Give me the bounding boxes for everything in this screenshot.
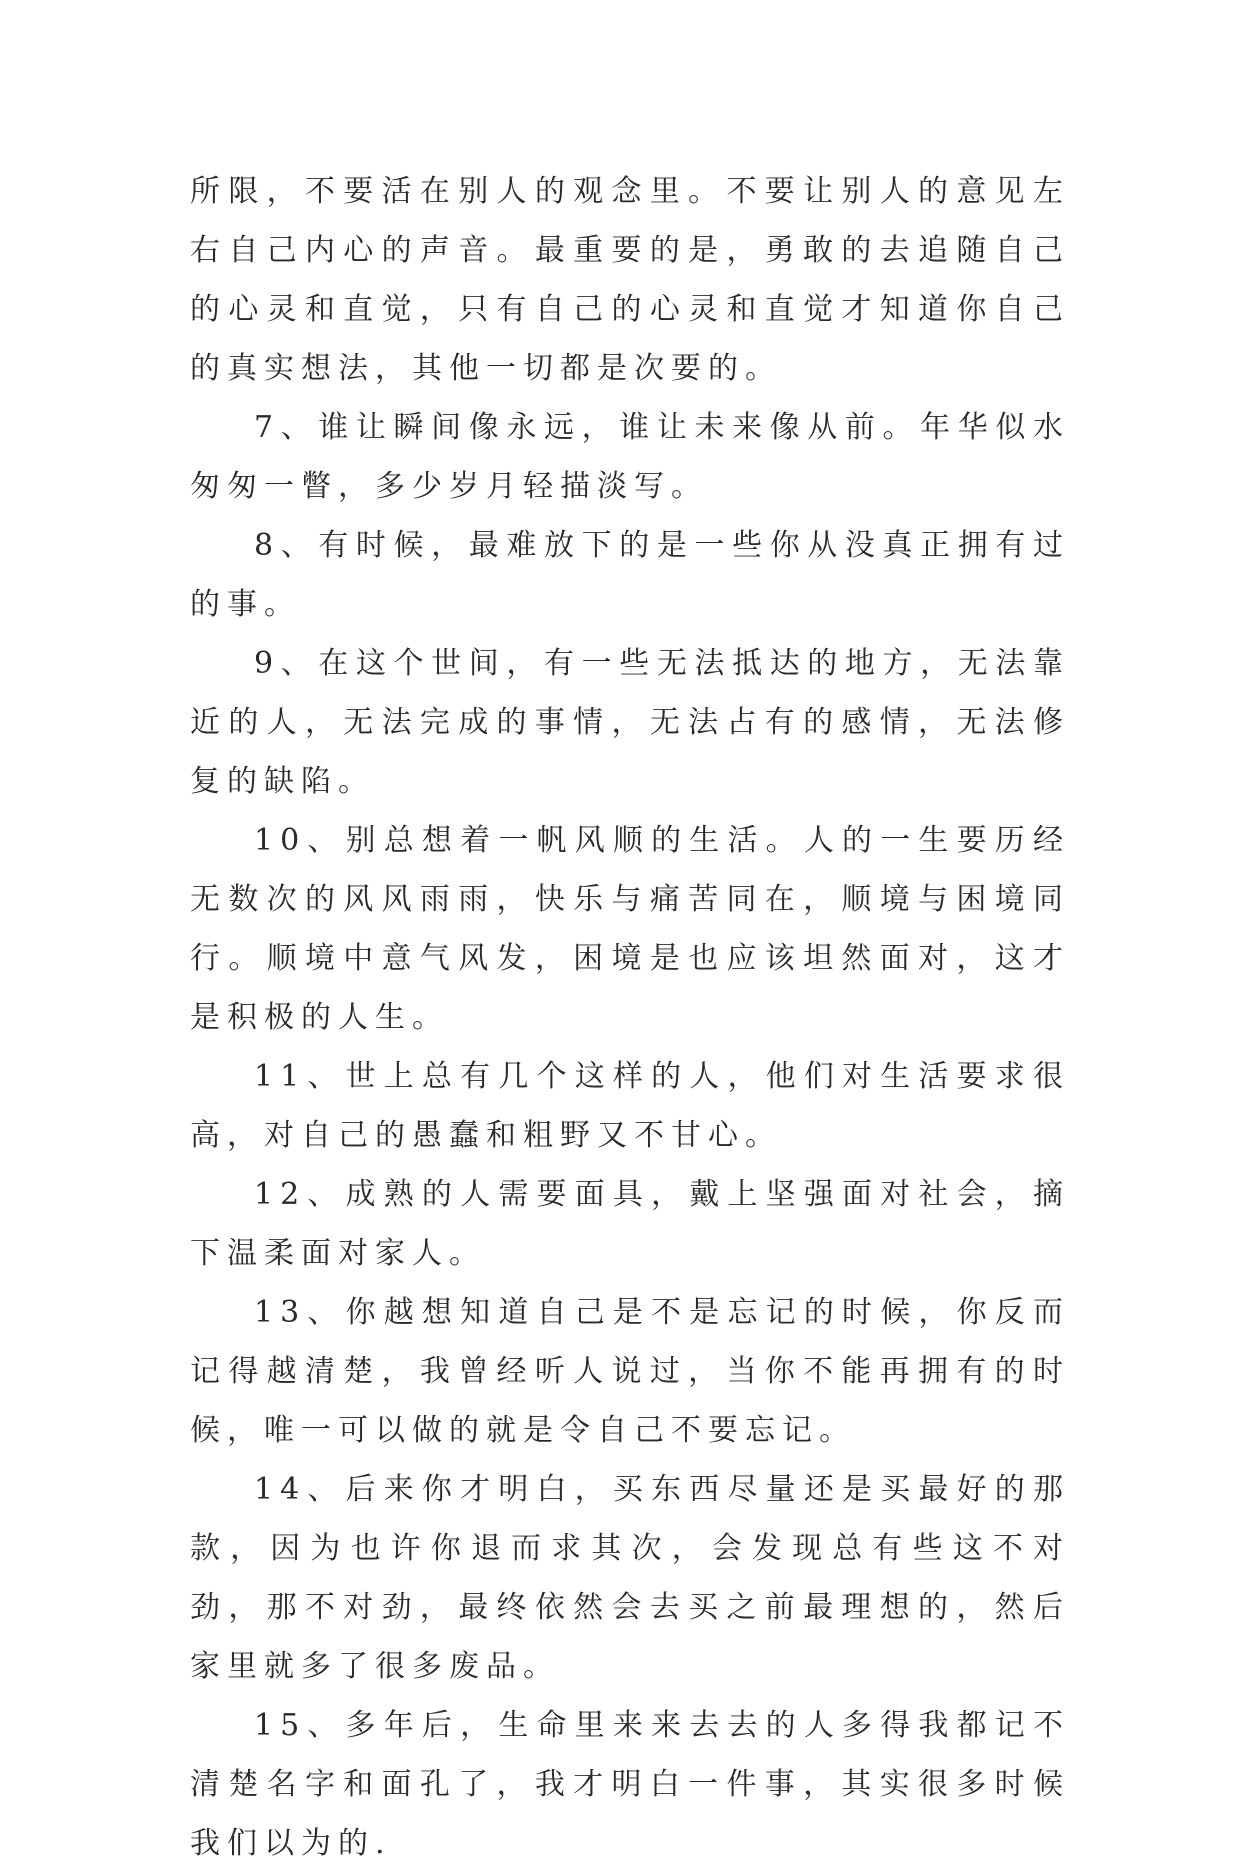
- paragraph-item-12: 12、成熟的人需要面具，戴上坚强面对社会，摘下温柔面对家人。: [190, 1177, 1070, 1271]
- paragraph-item-10: 10、别总想着一帆风顺的生活。人的一生要历经无数次的风风雨雨，快乐与痛苦同在，顺境与困境同行。顺境中意气风发，困境是也应该坦然面对，这才是积极的人生。: [190, 823, 1070, 1035]
- paragraph-item-13: 13、你越想知道自己是不是忘记的时候，你反而记得越清楚，我曾经听人说过，当你不能再拥有的时候，唯一可以做的就是令自己不要忘记。: [190, 1295, 1070, 1448]
- paragraph-item-9: 9、在这个世间，有一些无法抵达的地方，无法靠近的人，无法完成的事情，无法占有的感情，无法修复的缺陷。: [190, 646, 1070, 799]
- paragraph-item-14: 14、后来你才明白，买东西尽量还是买最好的那款，因为也许你退而求其次，会发现总有些这不对劲，那不对劲，最终依然会去买之前最理想的，然后家里就多了很多废品。: [190, 1472, 1070, 1684]
- paragraph-item-7: 7、谁让瞬间像永远，谁让未来像从前。年华似水匆匆一瞥，多少岁月轻描淡写。: [190, 410, 1070, 504]
- paragraph-item-15: 15、多年后，生命里来来去去的人多得我都记不清楚名字和面孔了，我才明白一件事，其实很多时候我们以为的.: [190, 1708, 1070, 1861]
- paragraph-item-11: 11、世上总有几个这样的人，他们对生活要求很高，对自己的愚蠢和粗野又不甘心。: [190, 1059, 1070, 1153]
- paragraph-item-8: 8、有时候，最难放下的是一些你从没真正拥有过的事。: [190, 528, 1070, 622]
- document-body: [190, 162, 1070, 1873]
- paragraph-continuation: 所限，不要活在别人的观念里。不要让别人的意见左右自己内心的声音。最重要的是，勇敢的去追随自己的心灵和直觉，只有自己的心灵和直觉才知道你自己的真实想法，其他一切都是次要的。: [190, 174, 1070, 386]
